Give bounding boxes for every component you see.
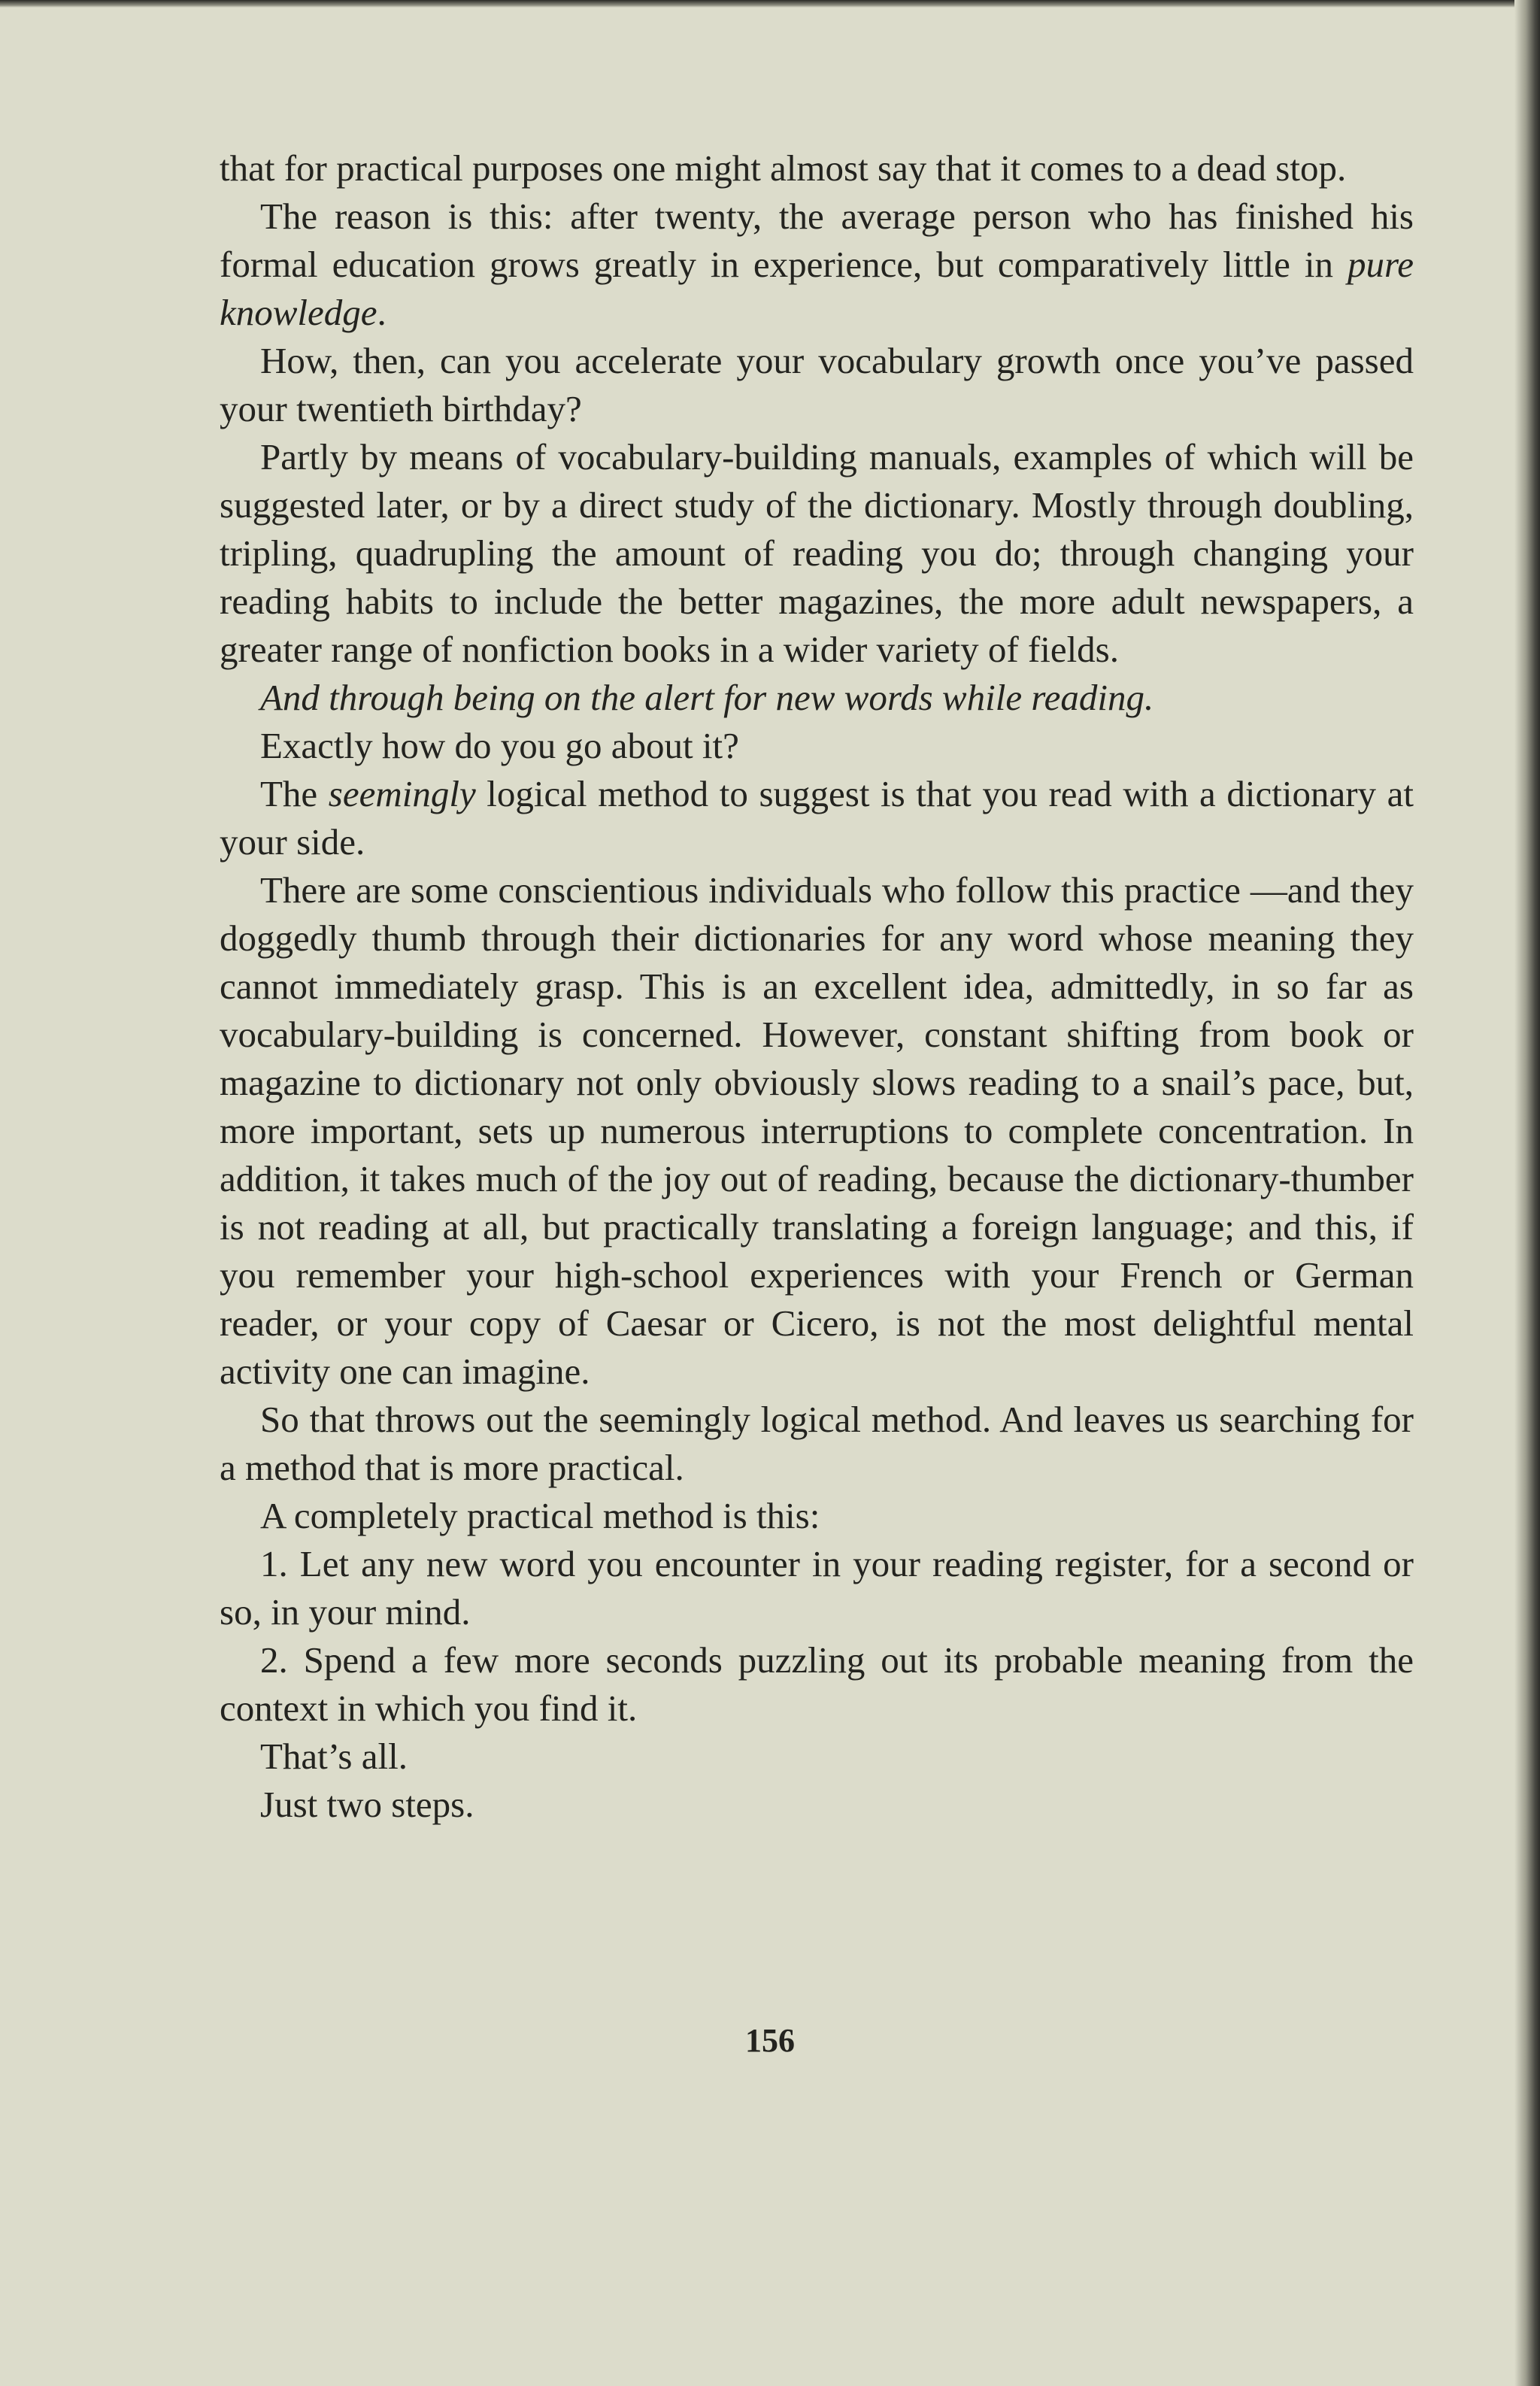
page-top-edge-shadow [0, 0, 1540, 8]
emphasis: pure knowledge [220, 244, 1414, 333]
paragraph: How, then, can you accelerate your vocabulary growth once you’ve passed your twentieth birthday? [220, 340, 1414, 429]
list-step-2: 2. Spend a few more seconds puzzling out its probable meaning from the context in which you find it. [220, 1639, 1414, 1729]
body-text [220, 144, 1414, 1829]
paragraph: Just two steps. [260, 1784, 474, 1825]
paragraph-continued: that for practical purposes one might almost say that it comes to a dead stop. [220, 147, 1347, 189]
paragraph: That’s all. [260, 1736, 408, 1777]
paragraph-italic: And through being on the alert for new words while reading. [260, 677, 1154, 718]
paragraph: So that throws out the seemingly logical method. And leaves us searching for a method that is more practical. [220, 1399, 1414, 1488]
paragraph: The reason is this: after twenty, the average person who has finished his formal education grows greatly in experience, but comparatively little in pure knowledge. [220, 196, 1414, 333]
paragraph: The seemingly logical method to suggest is that you read with a dictionary at your side. [220, 773, 1414, 863]
paragraph: Exactly how do you go about it? [260, 725, 739, 766]
emphasis: seemingly [328, 773, 476, 814]
list-step-1: 1. Let any new word you encounter in your reading register, for a second or so, in your mind. [220, 1543, 1414, 1633]
paragraph: There are some conscientious individuals who follow this practice —and they doggedly thumb through their dictionaries for any word whose meaning they cannot immediately grasp. This is an excellent idea, admittedly, in so far as vocabulary-building is concerned. However, constant shifting from book or magazine to dictionary not only obviously slows reading to a snail’s pace, but, more important, sets up numerous interruptions to complete concentration. In addition, it takes much of the joy out of reading, because the dictionary-thumber is not reading at all, but practically translating a foreign language; and this, if you remember your high-school experiences with your French or German reader, or your copy of Caesar or Cicero, is not the most delightful mental activity one can imagine. [220, 869, 1414, 1392]
paragraph: Partly by means of vocabulary-building manuals, examples of which will be suggested later, or by a direct study of the dictionary. Mostly through doubling, tripling, quadrupling the amount of reading you do; through changing your reading habits to include the better magazines, the more adult newspapers, a greater range of nonfiction books in a wider variety of fields. [220, 436, 1414, 670]
paragraph: A completely practical method is this: [260, 1495, 820, 1536]
page-number: 156 [745, 2022, 795, 2059]
